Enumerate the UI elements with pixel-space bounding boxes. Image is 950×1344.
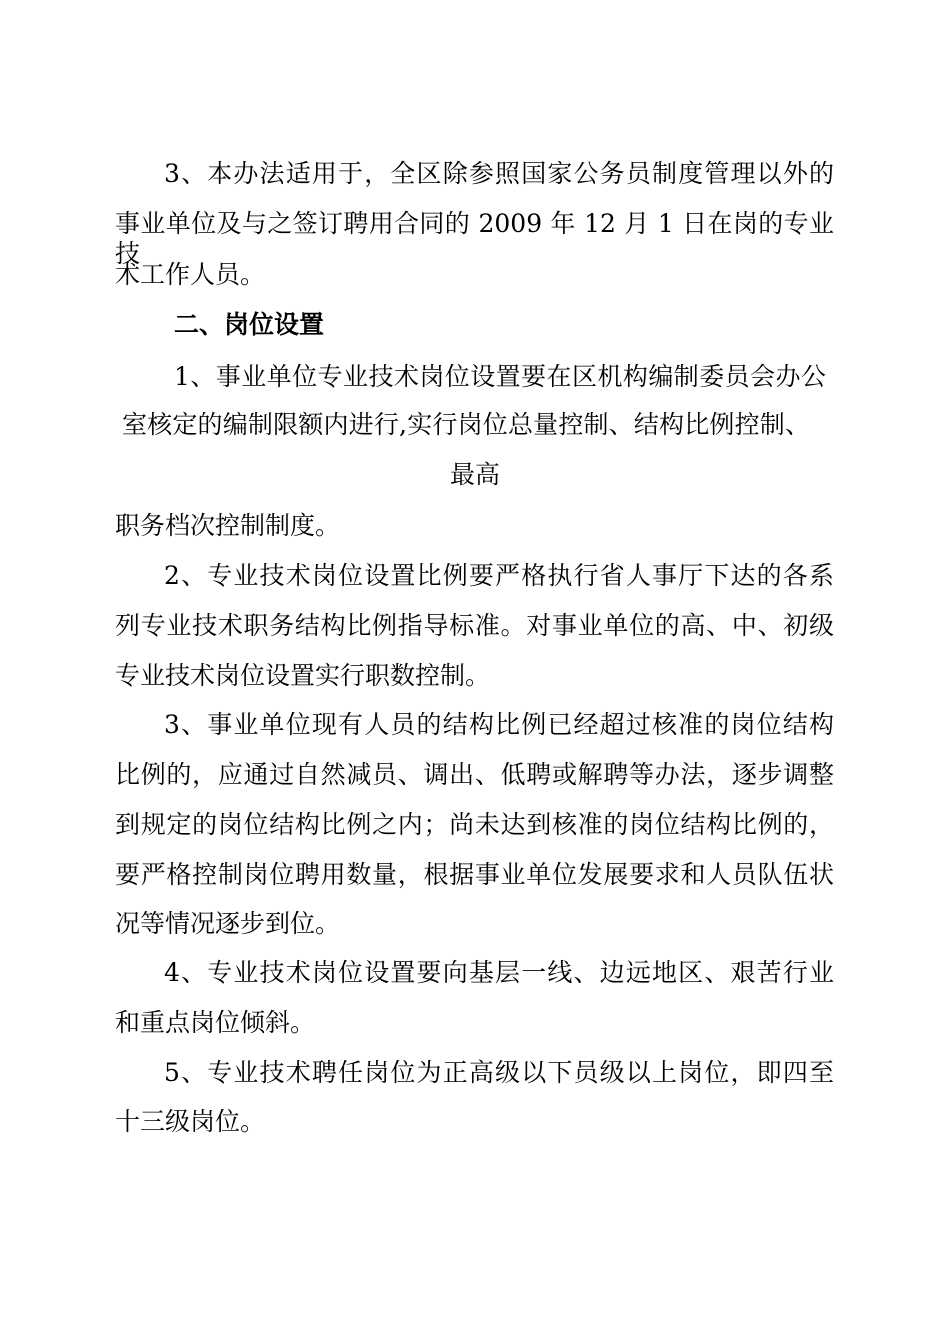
paragraph-2-line-1: 1、事业单位专业技术岗位设置要在区机构编制委员会办公 — [174, 362, 826, 391]
paragraph-4-line-3: 到规定的岗位结构比例之内；尚未达到核准的岗位结构比例的， — [115, 810, 834, 839]
paragraph-3-line-2: 列专业技术职务结构比例指导标准。对事业单位的高、中、初级 — [115, 611, 834, 640]
paragraph-2-line-4: 职务档次控制制度。 — [115, 511, 341, 540]
paragraph-4-line-1: 3、事业单位现有人员的结构比例已经超过核准的岗位结构 — [164, 710, 834, 739]
paragraph-1-line-2: 事业单位及与之签订聘用合同的 2009 年 12 月 1 日在岗的专业技 — [115, 209, 834, 268]
section-heading: 二、岗位设置 — [174, 310, 325, 339]
paragraph-5-line-2: 和重点岗位倾斜。 — [115, 1008, 316, 1037]
paragraph-6-line-1: 5、专业技术聘任岗位为正高级以下员级以上岗位，即四至 — [164, 1058, 834, 1087]
paragraph-4-line-4: 要严格控制岗位聘用数量，根据事业单位发展要求和人员队伍状 — [115, 860, 834, 889]
paragraph-6-line-2: 十三级岗位。 — [115, 1107, 266, 1136]
paragraph-3-line-1: 2、专业技术岗位设置比例要严格执行省人事厅下达的各系 — [164, 561, 834, 590]
paragraph-1-line-1: 3、本办法适用于，全区除参照国家公务员制度管理以外的 — [164, 159, 834, 188]
paragraph-2-line-3: 最高 — [450, 460, 501, 489]
paragraph-4-line-5: 况等情况逐步到位。 — [115, 909, 341, 938]
paragraph-5-line-1: 4、专业技术岗位设置要向基层一线、边远地区、艰苦行业 — [164, 958, 834, 987]
paragraph-4-line-2: 比例的，应通过自然减员、调出、低聘或解聘等办法，逐步调整 — [115, 760, 834, 789]
paragraph-1-line-3: 术工作人员。 — [115, 260, 266, 289]
paragraph-2-line-2: 室核定的编制限额内进行,实行岗位总量控制、结构比例控制、 — [122, 410, 810, 439]
paragraph-3-line-3: 专业技术岗位设置实行职数控制。 — [115, 661, 491, 690]
